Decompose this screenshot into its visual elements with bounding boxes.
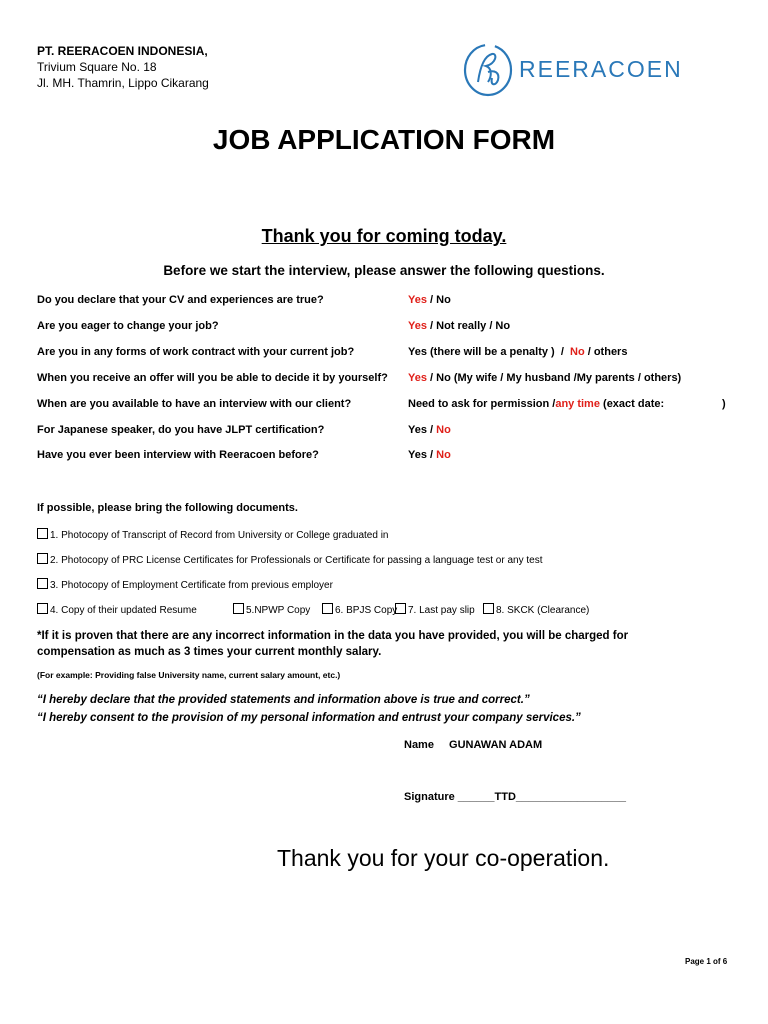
document-item	[37, 528, 389, 541]
document-item	[37, 578, 333, 591]
answer-highlight: No	[436, 449, 451, 461]
answer-highlight: Yes	[408, 294, 427, 306]
signature-row	[404, 791, 626, 803]
question-text: When you receive an offer will you be able to decide it by yourself?	[37, 372, 388, 384]
question-text: Have you ever been interview with Reeracoen before?	[37, 449, 319, 461]
document-label: 7. Last pay slip	[408, 605, 475, 616]
question-text: Are you in any forms of work contract with your current job?	[37, 346, 355, 358]
question-answer	[408, 424, 451, 436]
question-answer	[408, 372, 681, 384]
question-answer	[408, 398, 664, 410]
document-item	[233, 603, 310, 616]
signature-value[interactable]: ______TTD__________________	[457, 791, 627, 803]
question-text: Do you declare that your CV and experiences are true?	[37, 294, 324, 306]
signature-label: Signature	[404, 791, 455, 803]
document-checkbox[interactable]	[395, 603, 406, 614]
answer-highlight: No	[570, 346, 585, 358]
answer-rest: (exact date:	[599, 398, 665, 410]
document-checkbox[interactable]	[483, 603, 494, 614]
answer-highlight: No	[436, 424, 451, 436]
document-label: 5.NPWP Copy	[246, 605, 311, 616]
reeracoen-emblem-icon	[462, 42, 514, 98]
document-checkbox[interactable]	[233, 603, 244, 614]
form-title: JOB APPLICATION FORM	[212, 124, 556, 155]
thanks-heading: Thank you for coming today.	[261, 226, 507, 246]
company-address-line1: Trivium Square No. 18	[37, 60, 157, 74]
question-text: For Japanese speaker, do you have JLPT certification?	[37, 424, 325, 436]
question-answer	[408, 449, 451, 461]
declaration-statement: “I hereby declare that the provided statements and information above is true and correct.”	[37, 694, 530, 706]
document-checkbox[interactable]	[37, 553, 48, 564]
answer-close-paren: )	[722, 398, 726, 410]
document-item	[483, 603, 589, 616]
question-answer	[408, 346, 627, 358]
document-item	[37, 603, 197, 616]
question-answer	[408, 320, 510, 332]
compensation-warning: *If it is proven that there are any incorrect information in the data you have provided, you will be charged for compensation as much as 3 times your current monthly salary.	[37, 630, 629, 658]
answer-rest: / No (My wife / My husband /My parents / others)	[426, 372, 682, 384]
answer-highlight: Yes	[408, 320, 427, 332]
page-number: Page 1 of 6	[685, 957, 728, 966]
document-label: 6. BPJS Copy	[335, 605, 398, 616]
document-item	[322, 603, 397, 616]
company-name: PT. REERACOEN INDONESIA,	[37, 44, 208, 58]
question-answer	[408, 294, 451, 306]
document-checkbox[interactable]	[322, 603, 333, 614]
company-address-line2: Jl. MH. Thamrin, Lippo Cikarang	[37, 76, 209, 90]
document-item	[37, 553, 542, 566]
closing-message: Thank you for your co-operation.	[277, 845, 610, 871]
answer-highlight: any time	[555, 398, 600, 410]
name-label: Name	[404, 739, 434, 751]
document-item	[395, 603, 475, 616]
name-value[interactable]: GUNAWAN ADAM	[449, 739, 543, 751]
company-address-block	[37, 43, 209, 91]
document-label: 4. Copy of their updated Resume	[50, 605, 197, 616]
question-text: Are you eager to change your job?	[37, 320, 219, 332]
example-note: (For example: Providing false University name, current salary amount, etc.)	[37, 670, 341, 680]
documents-heading: If possible, please bring the following documents.	[37, 502, 298, 514]
answer-highlight: Yes	[408, 372, 427, 384]
document-checkbox[interactable]	[37, 528, 48, 539]
question-text: When are you available to have an interview with our client?	[37, 398, 352, 410]
document-checkbox[interactable]	[37, 603, 48, 614]
document-label: 2. Photocopy of PRC License Certificates for Professionals or Certificate for passing a language test or any test	[50, 555, 543, 566]
answer-rest: Yes (there will be a penalty ) /	[408, 346, 570, 358]
document-label: 1. Photocopy of Transcript of Record from University or College graduated in	[50, 530, 389, 541]
applicant-name-row	[404, 739, 542, 751]
document-label: 8. SKCK (Clearance)	[496, 605, 590, 616]
answer-rest: / No	[426, 294, 451, 306]
consent-statement: “I hereby consent to the provision of my personal information and entrust your company services.”	[37, 712, 581, 724]
answer-rest: Need to ask for permission /	[408, 398, 556, 410]
answer-rest: Yes /	[408, 449, 437, 461]
company-logo	[462, 42, 722, 98]
answer-rest: Yes /	[408, 424, 437, 436]
answer-rest: / others	[584, 346, 628, 358]
document-label: 3. Photocopy of Employment Certificate from previous employer	[50, 580, 333, 591]
document-checkbox[interactable]	[37, 578, 48, 589]
answer-rest: / Not really / No	[426, 320, 511, 332]
intro-text: Before we start the interview, please answer the following questions.	[163, 263, 605, 278]
logo-wordmark: REERACOEN	[519, 56, 683, 82]
